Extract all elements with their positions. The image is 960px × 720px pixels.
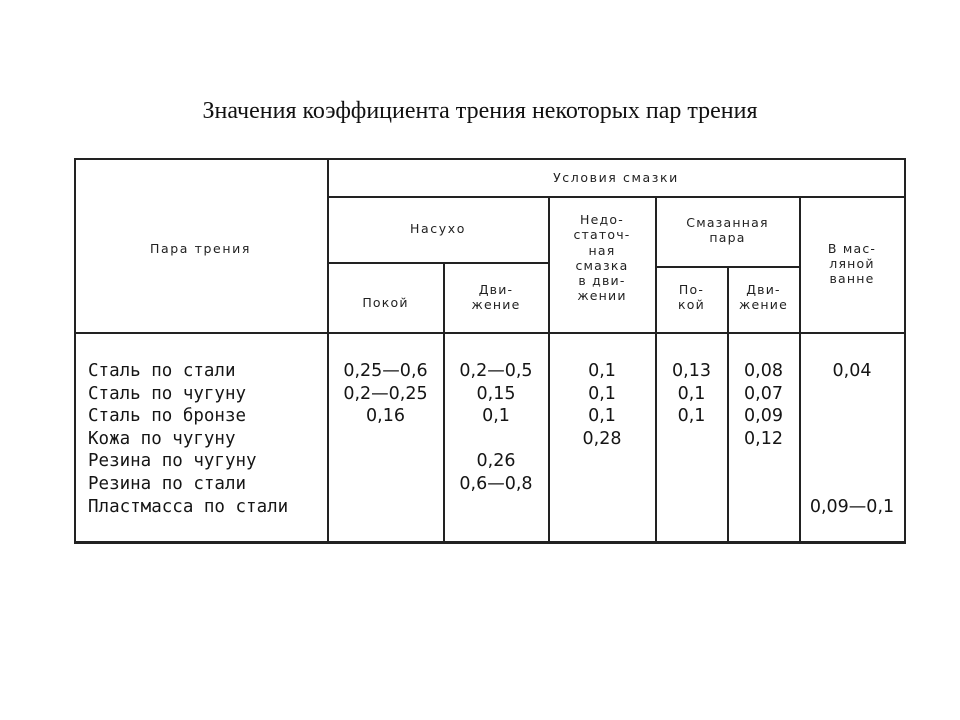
dry-subheader-rule [328,262,548,264]
pair-name: Сталь по бронзе [88,406,247,427]
lub-motion-value: 0,08 [744,361,783,381]
header-bottom-rule [74,332,906,334]
oil-bath-value [800,450,904,473]
lub-motion-value: 0,07 [744,383,783,404]
dry-motion-value: 0,6—0,8 [459,473,533,494]
oil-bath-value [800,383,904,406]
friction-table [74,158,906,544]
insufficient-header: Недо- статоч- ная смазка в дви- жении [573,212,631,304]
lub-rest-value: 0,13 [672,361,711,381]
pair-name: Резина по стали [88,473,247,494]
oil-bath-value [800,428,904,451]
dry-motion-header: Дви- жение [471,282,521,312]
pair-name: Пластмасса по стали [88,496,289,517]
dry-rest-value [328,496,443,519]
insufficient-value [549,473,655,496]
pair-name: Сталь по стали [88,361,236,381]
insufficient-value: 0,1 [588,361,616,381]
pair-name: Резина по чугуну [88,451,257,472]
insufficient-value [549,450,655,473]
pair-names-column [88,360,288,518]
insufficient-value: 0,28 [582,428,622,449]
lub-motion-column [728,360,799,518]
dry-rest-value [328,473,443,496]
pair-header: Пара трения [150,241,251,256]
lub-motion-value: 0,12 [744,428,783,449]
table-right-border [904,158,906,543]
dry-motion-value [444,496,548,519]
oil-bath-column [800,360,904,518]
lub-motion-value [728,450,799,473]
insufficient-column [549,360,655,518]
table-top-rule [74,158,906,160]
group-header-rule [328,196,906,198]
insufficient-value [549,496,655,519]
dry-rest-value: 0,16 [366,406,405,427]
page-title: Значения коэффициента трения некоторых пар трения [202,98,758,124]
dry-rest-column [328,360,443,518]
dry-motion-value: 0,2—0,5 [459,361,533,381]
oil-bath-value: 0,04 [832,361,872,381]
lub-motion-value [728,496,799,519]
dry-header: Насухо [410,221,466,236]
oil-bath-value [800,405,904,428]
lub-motion-value [728,473,799,496]
dry-motion-value: 0,26 [476,451,516,472]
dry-rest-header: Покой [362,295,409,310]
table-left-border [74,158,76,543]
lub-rest-value [656,450,727,473]
lub-rest-value [656,496,727,519]
pair-name: Сталь по чугуну [88,383,247,404]
oil-bath-value: 0,09—0,1 [809,496,895,517]
dry-motion-value: 0,15 [476,383,516,404]
table-bottom-rule [74,541,906,544]
dry-motion-value: 0,1 [482,406,510,427]
lub-rest-value [656,428,727,451]
lub-rest-column [656,360,727,518]
lub-motion-value: 0,09 [744,406,783,427]
insufficient-value: 0,1 [588,383,616,404]
lub-rest-value: 0,1 [677,383,706,404]
dry-motion-value [444,428,548,451]
lubrication-group-header: Условия смазки [553,170,679,185]
dry-rest-value: 0,25—0,6 [343,361,428,381]
lub-rest-value [656,473,727,496]
oil-bath-value [800,473,904,496]
lubricated-pair-header: Смазанная пара [686,215,769,245]
dry-rest-value: 0,2—0,25 [343,383,428,404]
insufficient-value: 0,1 [588,406,616,427]
lub-motion-header: Дви- жение [739,282,788,312]
dry-rest-value [328,428,443,451]
dry-rest-value [328,450,443,473]
pair-name: Кожа по чугуну [88,428,236,449]
lub-rest-header: По- кой [678,282,705,312]
dry-motion-column [444,360,548,518]
oil-bath-header: В мас- ляной ванне [827,241,877,286]
lub-rest-value: 0,1 [677,406,706,427]
